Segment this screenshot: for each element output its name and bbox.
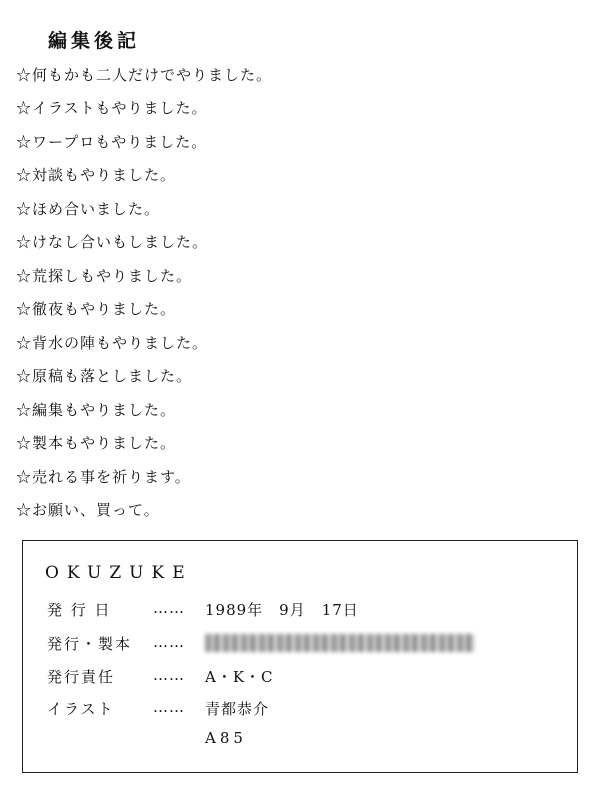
redaction-blur xyxy=(205,634,475,652)
afterword-line: ☆イラストもやりました。 xyxy=(16,99,208,117)
afterword-title: 編集後記 xyxy=(48,30,141,52)
colophon-title: OKUZUKE xyxy=(45,563,193,583)
afterword-line: ☆けなし合いもしました。 xyxy=(16,233,209,251)
afterword-line: ☆ほめ合いました。 xyxy=(16,200,161,218)
afterword-line: ☆お願い、買って。 xyxy=(16,501,160,519)
row-dots: …… xyxy=(153,698,185,716)
row-label: イラスト xyxy=(47,700,115,718)
afterword-line: ☆対談もやりました。 xyxy=(16,166,177,184)
afterword-line: ☆荒探しもやりました。 xyxy=(16,267,193,285)
afterword-line: ☆徹夜もやりました。 xyxy=(16,300,177,318)
row-dots: …… xyxy=(153,633,185,651)
colophon-box xyxy=(22,540,578,773)
afterword-line: ☆売れる事を祈ります。 xyxy=(16,468,191,486)
afterword-line: ☆背水の陣もやりました。 xyxy=(16,334,209,352)
issue-code: A85 xyxy=(205,729,247,747)
row-value: 青都恭介 xyxy=(205,700,270,718)
afterword-line: ☆原稿も落としました。 xyxy=(16,367,193,385)
redacted-value xyxy=(205,633,475,652)
row-label: 発 行 日 xyxy=(47,601,112,619)
row-dots: …… xyxy=(153,599,185,617)
row-dots: …… xyxy=(153,666,185,684)
row-label: 発行・製本 xyxy=(47,635,133,653)
afterword-line: ☆製本もやりました。 xyxy=(16,434,177,452)
afterword-line: ☆ワープロもやりました。 xyxy=(16,133,208,151)
row-label: 発行責任 xyxy=(47,668,116,686)
afterword-line: ☆何もかも二人だけでやりました。 xyxy=(16,66,273,84)
row-value: A・K・C xyxy=(205,668,274,686)
row-value: 1989年 9月 17日 xyxy=(205,601,359,619)
afterword-line: ☆編集もやりました。 xyxy=(16,401,177,419)
